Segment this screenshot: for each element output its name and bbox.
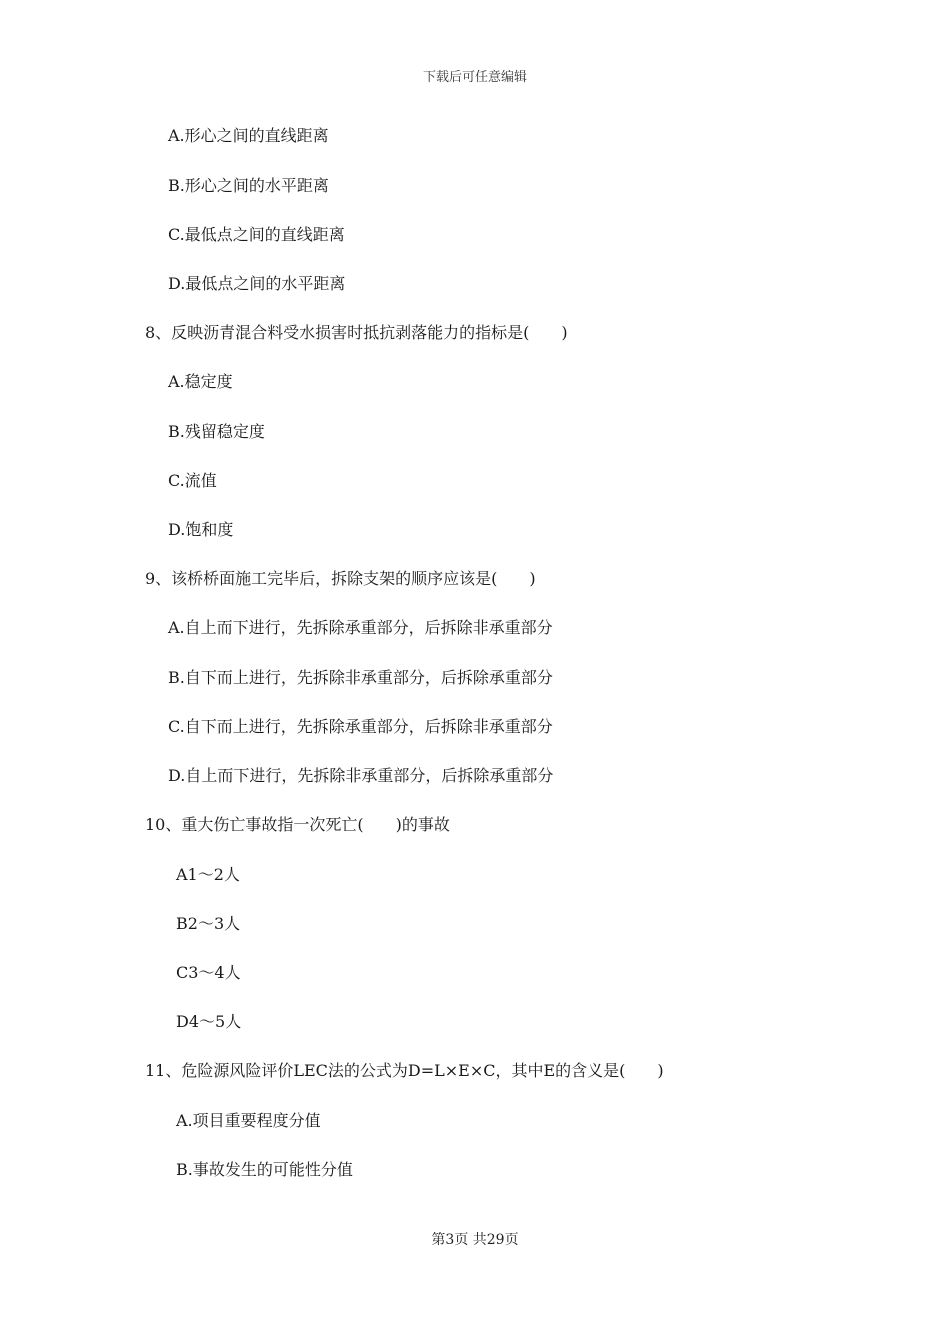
option-a: A1～2人 <box>176 865 240 884</box>
page-header: 下载后可任意编辑 <box>422 70 527 85</box>
option-b: B.事故发生的可能性分值 <box>176 1160 353 1179</box>
option-d: D.自上而下进行，先拆除非承重部分，后拆除承重部分 <box>168 766 554 785</box>
option-d: D.最低点之间的水平距离 <box>168 274 346 293</box>
page-number: 第3页 共29页 <box>431 1232 519 1248</box>
option-b: B2～3人 <box>176 914 241 933</box>
option-a: A.稳定度 <box>168 372 233 391</box>
option-a: A.项目重要程度分值 <box>176 1111 321 1130</box>
option-d: D4～5人 <box>176 1012 242 1031</box>
question-stem: 10、重大伤亡事故指一次死亡( )的事故 <box>145 815 450 834</box>
option-b: B.自下而上进行，先拆除非承重部分，后拆除承重部分 <box>168 668 553 687</box>
option-c: C.自下而上进行，先拆除承重部分，后拆除非承重部分 <box>168 717 553 736</box>
option-b: B.形心之间的水平距离 <box>168 176 329 195</box>
option-d: D.饱和度 <box>168 520 234 539</box>
option-c: C.最低点之间的直线距离 <box>168 225 345 244</box>
option-a: A.形心之间的直线距离 <box>168 126 329 145</box>
option-b: B.残留稳定度 <box>168 422 265 441</box>
option-c: C3～4人 <box>176 963 241 982</box>
question-stem: 9、该桥桥面施工完毕后，拆除支架的顺序应该是( ) <box>145 569 536 588</box>
option-a: A.自上而下进行，先拆除承重部分，后拆除非承重部分 <box>168 618 553 637</box>
question-stem: 11、危险源风险评价LEC法的公式为D=L×E×C，其中E的含义是( ) <box>145 1061 664 1080</box>
option-c: C.流值 <box>168 471 217 490</box>
question-stem: 8、反映沥青混合料受水损害时抵抗剥落能力的指标是( ) <box>145 323 568 342</box>
